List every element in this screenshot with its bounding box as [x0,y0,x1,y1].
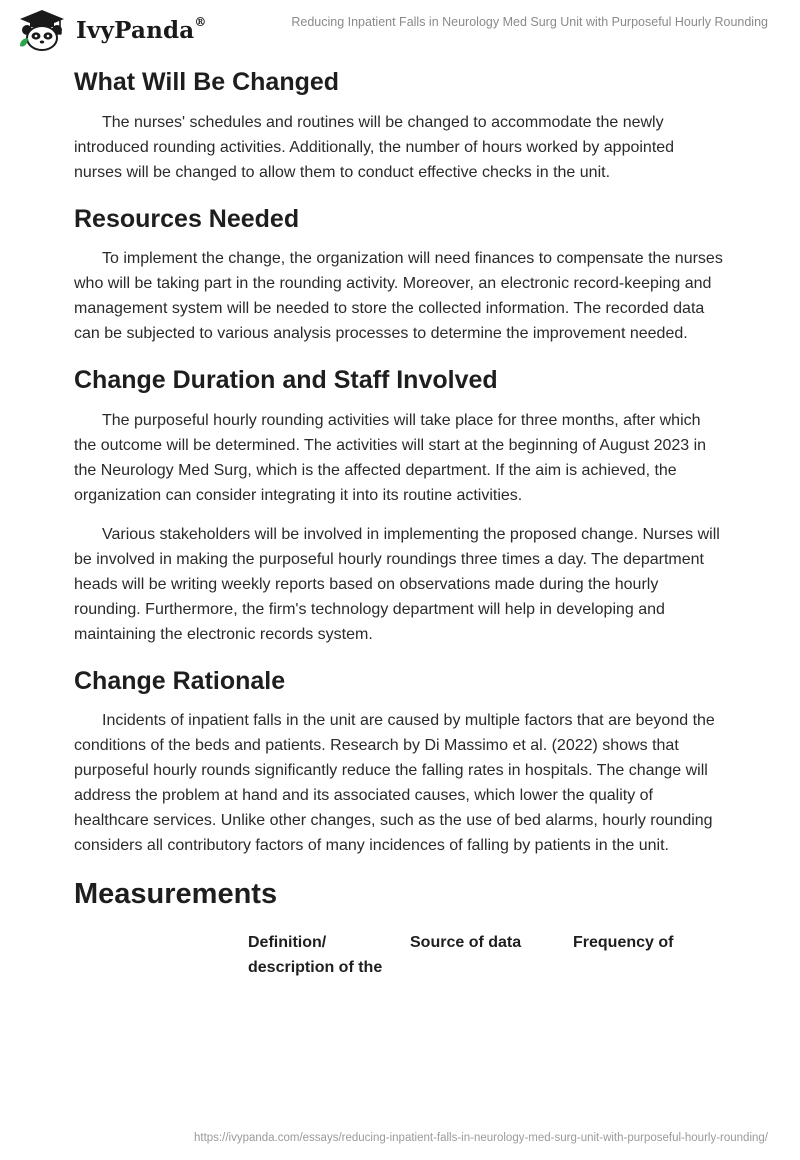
source-url[interactable]: https://ivypanda.com/essays/reducing-inpatient-falls-in-neurology-med-surg-unit-with-purposeful-hourly-rounding/ [194,1132,768,1144]
measurements-heading: Measurements [74,878,278,910]
column-header: Frequency of [573,933,674,951]
section-heading: Resources Needed [74,204,300,233]
paragraph: Incidents of inpatient falls in the unit are caused by multiple factors that are beyond the conditions of the beds and patients. Research by Di Massimo et al. (2022) shows that purposeful hourly rounds significantly reduce the falling rates in hospitals. The change will address the problem at hand and its associated causes, which lower the quality of healthcare services. Unlike other changes, such as the use of bed alarms, hourly rounding considers all contributory factors of many incidences of falling by patients in the unit. [74,712,715,854]
section-heading: What Will Be Changed [74,68,340,96]
paragraph: The purposeful hourly rounding activities will take place for three months, after which the outcome will be determined. The activities will start at the beginning of August 2023 in the Neurology Med Surg, which is the affected department. If the aim is achieved, the organization can consider integrating it into its routine activities. [74,411,707,504]
paragraph: The nurses' schedules and routines will be changed to accommodate the newly introduced rounding activities. Additionally, the number of hours worked by appointed nurses will be changed to allow them to conduct effective checks in the unit. [74,113,675,181]
paragraph: Various stakeholders will be involved in implementing the proposed change. Nurses will be involved in making the purposeful hourly roundings three times a day. The department heads will be writing weekly reports based on observations made during the hourly rounding. Furthermore, the firm's technology department will help in developing and maintaining the electronic records system. [74,525,720,643]
table-header-row [248,930,713,980]
column-header: Definition/ description of the [248,933,383,976]
measurements-table [248,930,713,980]
ivypanda-logo[interactable] [14,8,207,52]
section-heading: Change Duration and Staff Involved [74,366,498,394]
logo-wordmark: IvyPanda® [76,14,207,44]
column-header: Source of data [410,933,522,951]
paragraph: To implement the change, the organization will need finances to compensate the nurses who will be taking part in the rounding activity. Moreover, an electronic record-keeping and management system will be needed to store the collected information. The recorded data can be subjected to various analysis processes to determine the improvement needed. [74,250,723,342]
essay-content [74,66,724,980]
panda-graduate-icon [14,8,70,52]
section-heading: Change Rationale [74,666,286,695]
document-title: Reducing Inpatient Falls in Neurology Med Surg Unit with Purposeful Hourly Rounding [291,15,768,29]
page-header [0,0,800,60]
